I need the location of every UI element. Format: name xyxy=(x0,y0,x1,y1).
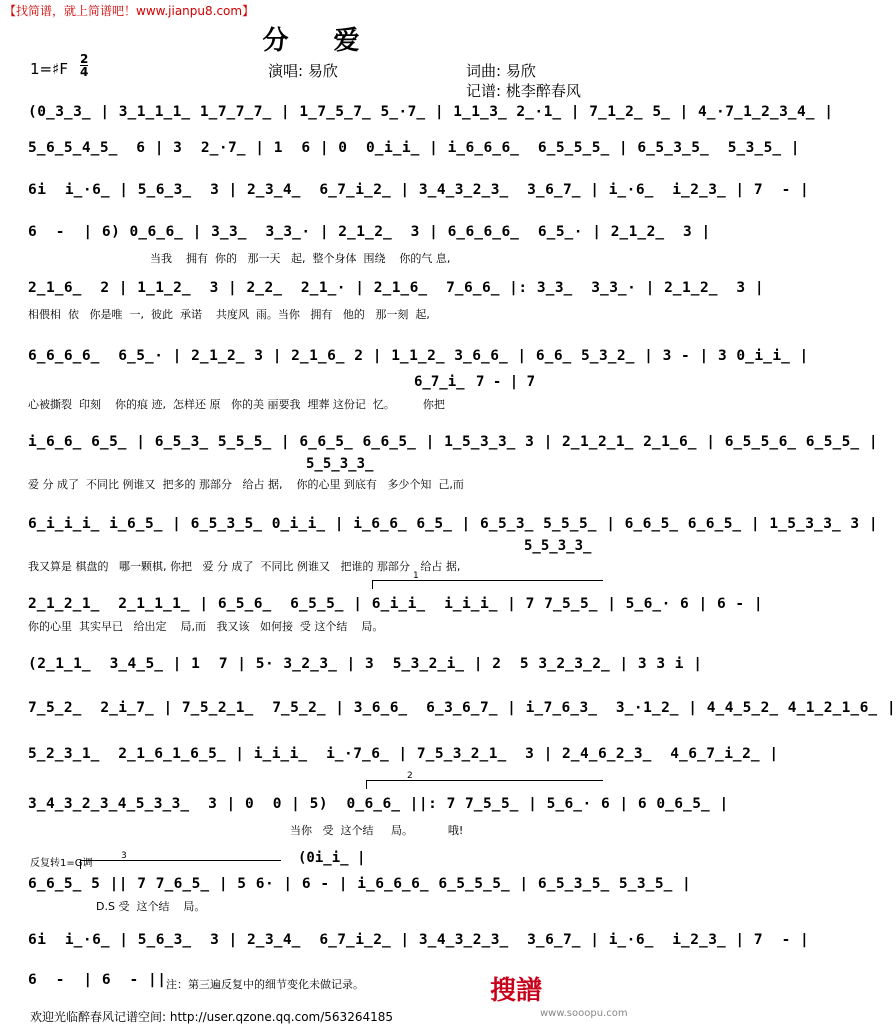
lyric-line: 我又算是 棋盘的 哪一颗棋, 你把 爱 分 成了 不同比 例谁又 把谁的 那部分 给占 据, xyxy=(28,560,461,573)
score-row: 7̲5̲2̲ 2̲i̲7̲ | 7̲5̲2̲1̲ 7̲5̲2̲ | 3̲6̲6̲ 6̲3̲6̲7̲ | i̲7̲6̲3̲ 3̲·1̲2̲ | 4̲4̲5̲2̲ 4̲1̲2̲1̲6̲ | xyxy=(28,700,896,716)
volta-bracket-1: 1 xyxy=(372,580,603,589)
logo-url[interactable]: www.sooopu.com xyxy=(540,1008,628,1019)
row-prefix-notes: (0i̲i̲ | xyxy=(298,850,366,866)
lower-alt-notes-2: 7 - | 7 xyxy=(476,374,536,390)
time-signature-top: 2 xyxy=(80,52,89,66)
score-row: 5̲2̲3̲1̲ 2̲1̲6̲1̲6̲5̲ | i̲i̲i̲ i̲·7̲6̲ | 7̲5̲3̲2̲1̲ 3 | 2̲4̲6̲2̲3̲ 4̲6̲7̲i̲2̲ | xyxy=(28,746,779,762)
lyric-line: 心被撕裂 印刻 你的痕 迹, 怎样还 原 你的美 丽要我 埋葬 这份记 忆。 你把 xyxy=(28,398,445,411)
score-row: 5̲6̲5̲4̲5̲ 6 | 3 2̲·7̲ | 1 6 | 0 0̲i̲i̲ | i̲6̲6̲6̲ 6̲5̲5̲5̲ | 6̲5̲3̲5̲ 5̲3̲5̲ | xyxy=(28,140,801,156)
lyric-line: 当你 受 这个结 局。 哦! xyxy=(290,824,464,837)
footer-link[interactable]: 欢迎光临醉春风记谱空间: http://user.qzone.qq.com/563264185 xyxy=(30,1010,394,1024)
key-signature: 1=♯F xyxy=(30,60,68,78)
song-title: 分 爱 xyxy=(262,26,378,56)
lyric-line: 当我 拥有 你的 那一天 起, 整个身体 围绕 你的气 息, xyxy=(150,252,451,265)
transcription-remark: 注：第三遍反复中的细节变化未做记录。 xyxy=(166,978,364,991)
score-row: i̲6̲6̲ 6̲5̲ | 6̲5̲3̲ 5̲5̲5̲ | 6̲6̲5̲ 6̲6̲5̲ | 1̲5̲3̲3̲ 3 | 2̲1̲2̲1̲ 2̲1̲6̲ | 6̲5̲5̲6̲ 6̲5̲5̲ | xyxy=(28,434,879,450)
singer-credit: 演唱: 易欣 xyxy=(268,62,338,80)
time-signature xyxy=(80,53,88,78)
logo-mark[interactable]: 搜譜 xyxy=(490,976,543,1006)
score-row: 2̲1̲6̲ 2 | 1̲1̲2̲ 3 | 2̲2̲ 2̲1̲· | 2̲1̲6̲ 7̲6̲6̲ |: 3̲3̲ 3̲3̲· | 2̲1̲2̲ 3 | xyxy=(28,280,765,296)
volta-bracket-3: 3 xyxy=(80,860,281,869)
transcriber-credit: 记谱: 桃李醉春风 xyxy=(466,82,581,100)
score-row: (0̲3̲3̲ | 3̲1̲1̲1̲ 1̲7̲7̲7̲ | 1̲7̲5̲7̲ 5̲·7̲ | 1̲1̲3̲ 2̲·1̲ | 7̲1̲2̲ 5̲ | 4̲·7̲1̲2̲3̲4̲ | xyxy=(28,104,834,120)
score-row: 6̲6̲6̲6̲ 6̲5̲· | 2̲1̲2̲ 3 | 2̲1̲6̲ 2 | 1̲1̲2̲ 3̲6̲6̲ | 6̲6̲ 5̲3̲2̲ | 3 - | 3 0̲i̲i̲ | xyxy=(28,348,809,364)
time-signature-bottom: 4 xyxy=(80,65,89,79)
lyricist-credit: 词曲: 易欣 xyxy=(466,62,536,80)
score-row: 2̲1̲2̲1̲ 2̲1̲1̲1̲ | 6̲5̲6̲ 6̲5̲5̲ | 6̲i̲i̲ i̲i̲i̲ | 7 7̲5̲5̲ | 5̲6̲· 6 | 6 - | xyxy=(28,596,764,612)
score-row: 6 - | 6) 0̲6̲6̲ | 3̲3̲ 3̲3̲· | 2̲1̲2̲ 3 | 6̲6̲6̲6̲ 6̲5̲· | 2̲1̲2̲ 3 | xyxy=(28,224,711,240)
score-row: 6̲i̲i̲i̲ i̲6̲5̲ | 6̲5̲3̲5̲ 0̲i̲i̲ | i̲6̲6̲ 6̲5̲ | 6̲5̲3̲ 5̲5̲5̲ | 6̲6̲5̲ 6̲6̲5̲ | 1̲5̲3̲3̲ 3 | xyxy=(28,516,879,532)
site-banner[interactable]: 【找简谱，就上简谱吧！www.jianpu8.com】 xyxy=(4,4,255,18)
score-row: 3̲4̲3̲2̲3̲4̲5̲3̲3̲ 3 | 0 0 | 5) 0̲6̲6̲ ||: 7 7̲5̲5̲ | 5̲6̲· 6 | 6 0̲6̲5̲ | xyxy=(28,796,729,812)
volta-bracket-2: 2 xyxy=(366,780,603,789)
lower-alt-notes-3: 5̲5̲3̲3̲ xyxy=(306,456,374,472)
lyric-line: 你的心里 其实早已 给出定 局,而 我又该 如何接 受 这个结 局。 xyxy=(28,620,384,633)
repeat-marker: 反复转1=G调 xyxy=(30,858,93,869)
lyric-line: D.S 受 这个结 局。 xyxy=(96,900,206,913)
score-row: 6i i̲·6̲ | 5̲6̲3̲ 3 | 2̲3̲4̲ 6̲7̲i̲2̲ | 3̲4̲3̲2̲3̲ 3̲6̲7̲ | i̲·6̲ i̲2̲3̲ | 7 - | xyxy=(28,182,810,198)
lower-alt-notes: 6̲7̲i̲ xyxy=(414,374,465,390)
lyric-line: 爱 分 成了 不同比 例谁又 把多的 那部分 给占 据, 你的心里 到底有 多少个知 己,而 xyxy=(28,478,464,491)
lower-alt-notes-4: 5̲5̲3̲3̲ xyxy=(524,538,592,554)
score-row: 6̲6̲5̲ 5 || 7 7̲6̲5̲ | 5 6· | 6 - | i̲6̲6̲6̲ 6̲5̲5̲5̲ | 6̲5̲3̲5̲ 5̲3̲5̲ | xyxy=(28,876,692,892)
score-row: 6i i̲·6̲ | 5̲6̲3̲ 3 | 2̲3̲4̲ 6̲7̲i̲2̲ | 3̲4̲3̲2̲3̲ 3̲6̲7̲ | i̲·6̲ i̲2̲3̲ | 7 - | xyxy=(28,932,810,948)
lyric-line: 相偎相 依 你是唯 一, 彼此 承诺 共度风 雨。当你 拥有 他的 那一刻 起, xyxy=(28,308,430,321)
score-row: 6 - | 6 - || xyxy=(28,972,167,988)
score-row: (2̲1̲1̲ 3̲4̲5̲ | 1 7 | 5· 3̲2̲3̲ | 3 5̲3̲2̲i̲ | 2 5 3̲2̲3̲2̲ | 3 3 i | xyxy=(28,656,703,672)
